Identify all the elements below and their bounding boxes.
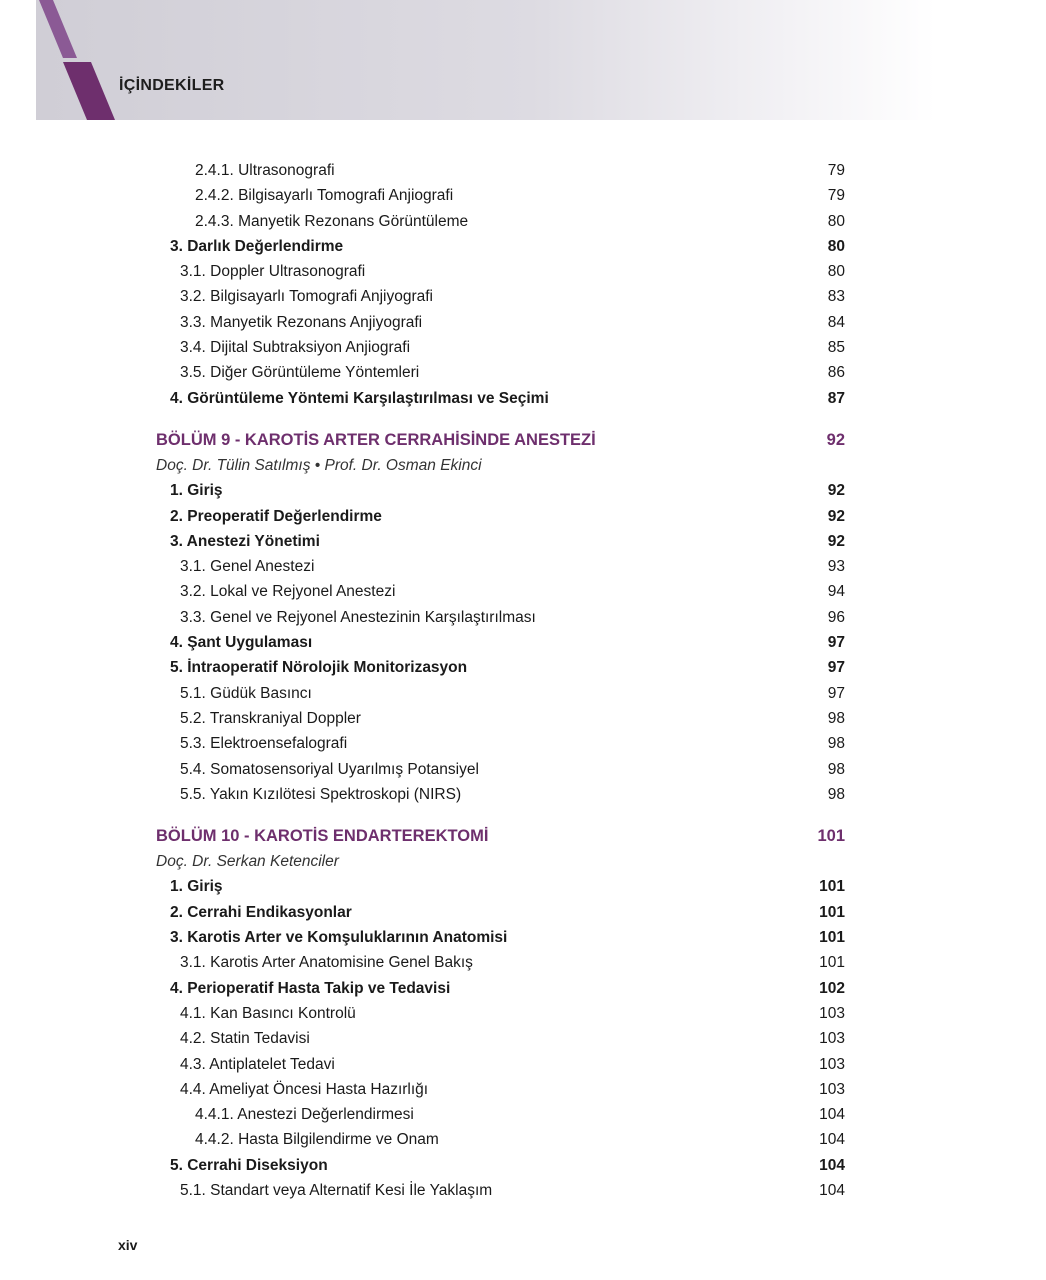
toc-entry bbox=[0, 504, 1046, 529]
toc-entry-label: 4. Görüntüleme Yöntemi Karşılaştırılması ve Seçimi bbox=[170, 389, 549, 407]
toc-entry-label: 5.1. Standart veya Alternatif Kesi İle Yaklaşım bbox=[180, 1181, 493, 1199]
toc-entry-page: 101 bbox=[819, 954, 845, 972]
chapter-heading bbox=[0, 427, 1046, 453]
toc-entry-label: 3.1. Karotis Arter Anatomisine Genel Bakış bbox=[180, 954, 473, 972]
toc-entry-label: 5.4. Somatosensoriyal Uyarılmış Potansiyel bbox=[180, 760, 479, 778]
toc-entry-page: 93 bbox=[827, 558, 845, 576]
toc-entry bbox=[0, 183, 1046, 208]
toc-entry-label: 5. İntraoperatif Nörolojik Monitorizasyon bbox=[170, 659, 468, 677]
page-title: İÇİNDEKİLER bbox=[119, 77, 225, 94]
toc-entry-page: 97 bbox=[827, 659, 845, 677]
chapter-authors bbox=[0, 453, 1046, 478]
toc-entry bbox=[0, 976, 1046, 1001]
toc-entry-label: 3.1. Doppler Ultrasonografi bbox=[180, 263, 366, 281]
toc-entry bbox=[0, 757, 1046, 782]
toc-entry-label: 3.1. Genel Anestezi bbox=[180, 558, 315, 576]
toc-entry-label: 5. Cerrahi Diseksiyon bbox=[170, 1156, 328, 1174]
toc-entry-page: 101 bbox=[819, 878, 845, 896]
toc-entry-page: 98 bbox=[827, 735, 845, 753]
toc-entry-page: 104 bbox=[819, 1106, 845, 1124]
toc-entry-label: 4.3. Antiplatelet Tedavi bbox=[180, 1055, 335, 1073]
toc-entry-page: 85 bbox=[827, 339, 845, 357]
toc-entry bbox=[0, 1102, 1046, 1127]
page-number: xiv bbox=[118, 1237, 138, 1253]
toc-entry-page: 98 bbox=[827, 760, 845, 778]
toc-entry-label: 3. Darlık Değerlendirme bbox=[170, 237, 344, 255]
toc-entry bbox=[0, 1077, 1046, 1102]
toc-entry bbox=[0, 681, 1046, 706]
toc-entry-label: 1. Giriş bbox=[170, 878, 223, 896]
toc-entry-label: 5.3. Elektroensefalografi bbox=[180, 735, 348, 753]
toc-entry bbox=[0, 1001, 1046, 1026]
toc-entry-page: 101 bbox=[819, 903, 845, 921]
toc-entry-page: 96 bbox=[827, 608, 845, 626]
toc-entry-label: 3.4. Dijital Subtraksiyon Anjiografi bbox=[180, 339, 411, 357]
toc-entry-label: 3.3. Manyetik Rezonans Anjiyografi bbox=[180, 313, 423, 331]
toc-entry-label: 4.1. Kan Basıncı Kontrolü bbox=[180, 1004, 356, 1022]
toc-entry-page: 103 bbox=[819, 1004, 845, 1022]
toc-entry-page: 104 bbox=[819, 1181, 845, 1199]
toc-entry-label: 2.4.3. Manyetik Rezonans Görüntüleme bbox=[195, 212, 469, 230]
toc-entry bbox=[0, 310, 1046, 335]
toc-entry-label: 2. Preoperatif Değerlendirme bbox=[170, 507, 382, 525]
toc-entry-label: 4.4. Ameliyat Öncesi Hasta Hazırlığı bbox=[180, 1080, 429, 1098]
toc-entry-label: 4.2. Statin Tedavisi bbox=[180, 1030, 310, 1048]
toc-entry-page: 92 bbox=[827, 532, 845, 550]
page-header bbox=[36, 0, 936, 120]
toc-entry bbox=[0, 478, 1046, 503]
toc-entry bbox=[0, 1026, 1046, 1051]
toc-entry-page: 80 bbox=[827, 212, 845, 230]
toc-entry bbox=[0, 1052, 1046, 1077]
toc-entry-page: 97 bbox=[827, 634, 845, 652]
toc-entry-page: 84 bbox=[827, 313, 845, 331]
header-decoration-icon bbox=[36, 0, 156, 120]
toc-entry-label: 4. Şant Uygulaması bbox=[170, 634, 313, 652]
toc-entry-label: BÖLÜM 10 - KAROTİS ENDARTEREKTOMİ bbox=[156, 827, 489, 846]
toc-entry-label: 4.4.1. Anestezi Değerlendirmesi bbox=[195, 1106, 414, 1124]
toc-entry-page: 98 bbox=[827, 709, 845, 727]
toc-entry-label: 4.4.2. Hasta Bilgilendirme ve Onam bbox=[195, 1131, 439, 1149]
toc-entry bbox=[0, 209, 1046, 234]
toc-entry-label: 3.5. Diğer Görüntüleme Yöntemleri bbox=[180, 364, 420, 382]
toc-entry-page: 103 bbox=[819, 1030, 845, 1048]
toc-entry-label: 3. Karotis Arter ve Komşuluklarının Anatomisi bbox=[170, 929, 508, 947]
toc-entry bbox=[0, 925, 1046, 950]
toc-entry-label: 5.1. Güdük Basıncı bbox=[180, 684, 312, 702]
toc-entry-label: 5.5. Yakın Kızılötesi Spektroskopi (NIRS) bbox=[180, 785, 462, 803]
toc-entry-page: 86 bbox=[827, 364, 845, 382]
toc-entry bbox=[0, 782, 1046, 807]
toc-entry-page: 92 bbox=[827, 482, 845, 500]
toc-entry-label: Doç. Dr. Tülin Satılmış • Prof. Dr. Osman Ekinci bbox=[156, 456, 482, 474]
toc-entry-label: BÖLÜM 9 - KAROTİS ARTER CERRAHİSİNDE ANESTEZİ bbox=[156, 430, 596, 449]
toc-entry bbox=[0, 335, 1046, 360]
toc-entry-label: 3.2. Lokal ve Rejyonel Anestezi bbox=[180, 583, 396, 601]
toc-entry-page: 103 bbox=[819, 1055, 845, 1073]
toc-entry bbox=[0, 158, 1046, 183]
toc-entry bbox=[0, 950, 1046, 975]
toc-entry-label: 4. Perioperatif Hasta Takip ve Tedavisi bbox=[170, 979, 451, 997]
toc-entry bbox=[0, 605, 1046, 630]
toc-entry bbox=[0, 386, 1046, 411]
toc-entry-label: 2. Cerrahi Endikasyonlar bbox=[170, 903, 352, 921]
toc-entry-page: 87 bbox=[827, 389, 845, 407]
toc-entry-page: 97 bbox=[827, 684, 845, 702]
toc-entry-label: 3.3. Genel ve Rejyonel Anestezinin Karşılaştırılması bbox=[180, 608, 536, 626]
toc-entry-label: 3.2. Bilgisayarlı Tomografi Anjiyografi bbox=[180, 288, 434, 306]
toc-entry bbox=[0, 706, 1046, 731]
toc-entry-page: 104 bbox=[819, 1131, 845, 1149]
toc-entry bbox=[0, 1127, 1046, 1152]
toc-entry-page: 79 bbox=[827, 187, 845, 205]
toc-entry-page: 101 bbox=[819, 929, 845, 947]
toc-entry bbox=[0, 234, 1046, 259]
toc-entry bbox=[0, 900, 1046, 925]
toc-entry bbox=[0, 630, 1046, 655]
chapter-authors bbox=[0, 849, 1046, 874]
toc-entry-page: 83 bbox=[827, 288, 845, 306]
toc-entry bbox=[0, 579, 1046, 604]
toc-entry bbox=[0, 259, 1046, 284]
toc-entry-page: 92 bbox=[827, 507, 845, 525]
toc-entry bbox=[0, 554, 1046, 579]
chapter-heading bbox=[0, 823, 1046, 849]
toc-entry-page: 94 bbox=[827, 583, 845, 601]
table-of-contents bbox=[0, 158, 1046, 1203]
toc-entry-page: 80 bbox=[827, 263, 845, 281]
toc-entry bbox=[0, 874, 1046, 899]
toc-entry-page: 103 bbox=[819, 1080, 845, 1098]
toc-entry-page: 104 bbox=[819, 1156, 845, 1174]
toc-entry bbox=[0, 529, 1046, 554]
toc-entry-page: 101 bbox=[817, 827, 845, 846]
toc-entry bbox=[0, 360, 1046, 385]
toc-entry-page: 79 bbox=[827, 162, 845, 179]
toc-entry-page: 98 bbox=[827, 785, 845, 803]
toc-entry-label: 2.4.2. Bilgisayarlı Tomografi Anjiografi bbox=[195, 187, 454, 205]
toc-entry bbox=[0, 731, 1046, 756]
toc-entry-label: 1. Giriş bbox=[170, 482, 223, 500]
toc-entry-page: 92 bbox=[826, 430, 845, 449]
toc-entry bbox=[0, 284, 1046, 309]
toc-entry-label: Doç. Dr. Serkan Ketenciler bbox=[156, 853, 339, 871]
toc-entry-label: 5.2. Transkraniyal Doppler bbox=[180, 709, 361, 727]
toc-entry-page: 102 bbox=[819, 979, 845, 997]
toc-entry-label: 2.4.1. Ultrasonografi bbox=[195, 162, 335, 179]
toc-entry-page: 80 bbox=[827, 237, 845, 255]
toc-entry-label: 3. Anestezi Yönetimi bbox=[170, 532, 320, 550]
toc-entry bbox=[0, 1153, 1046, 1178]
toc-entry bbox=[0, 655, 1046, 680]
toc-entry bbox=[0, 1178, 1046, 1203]
